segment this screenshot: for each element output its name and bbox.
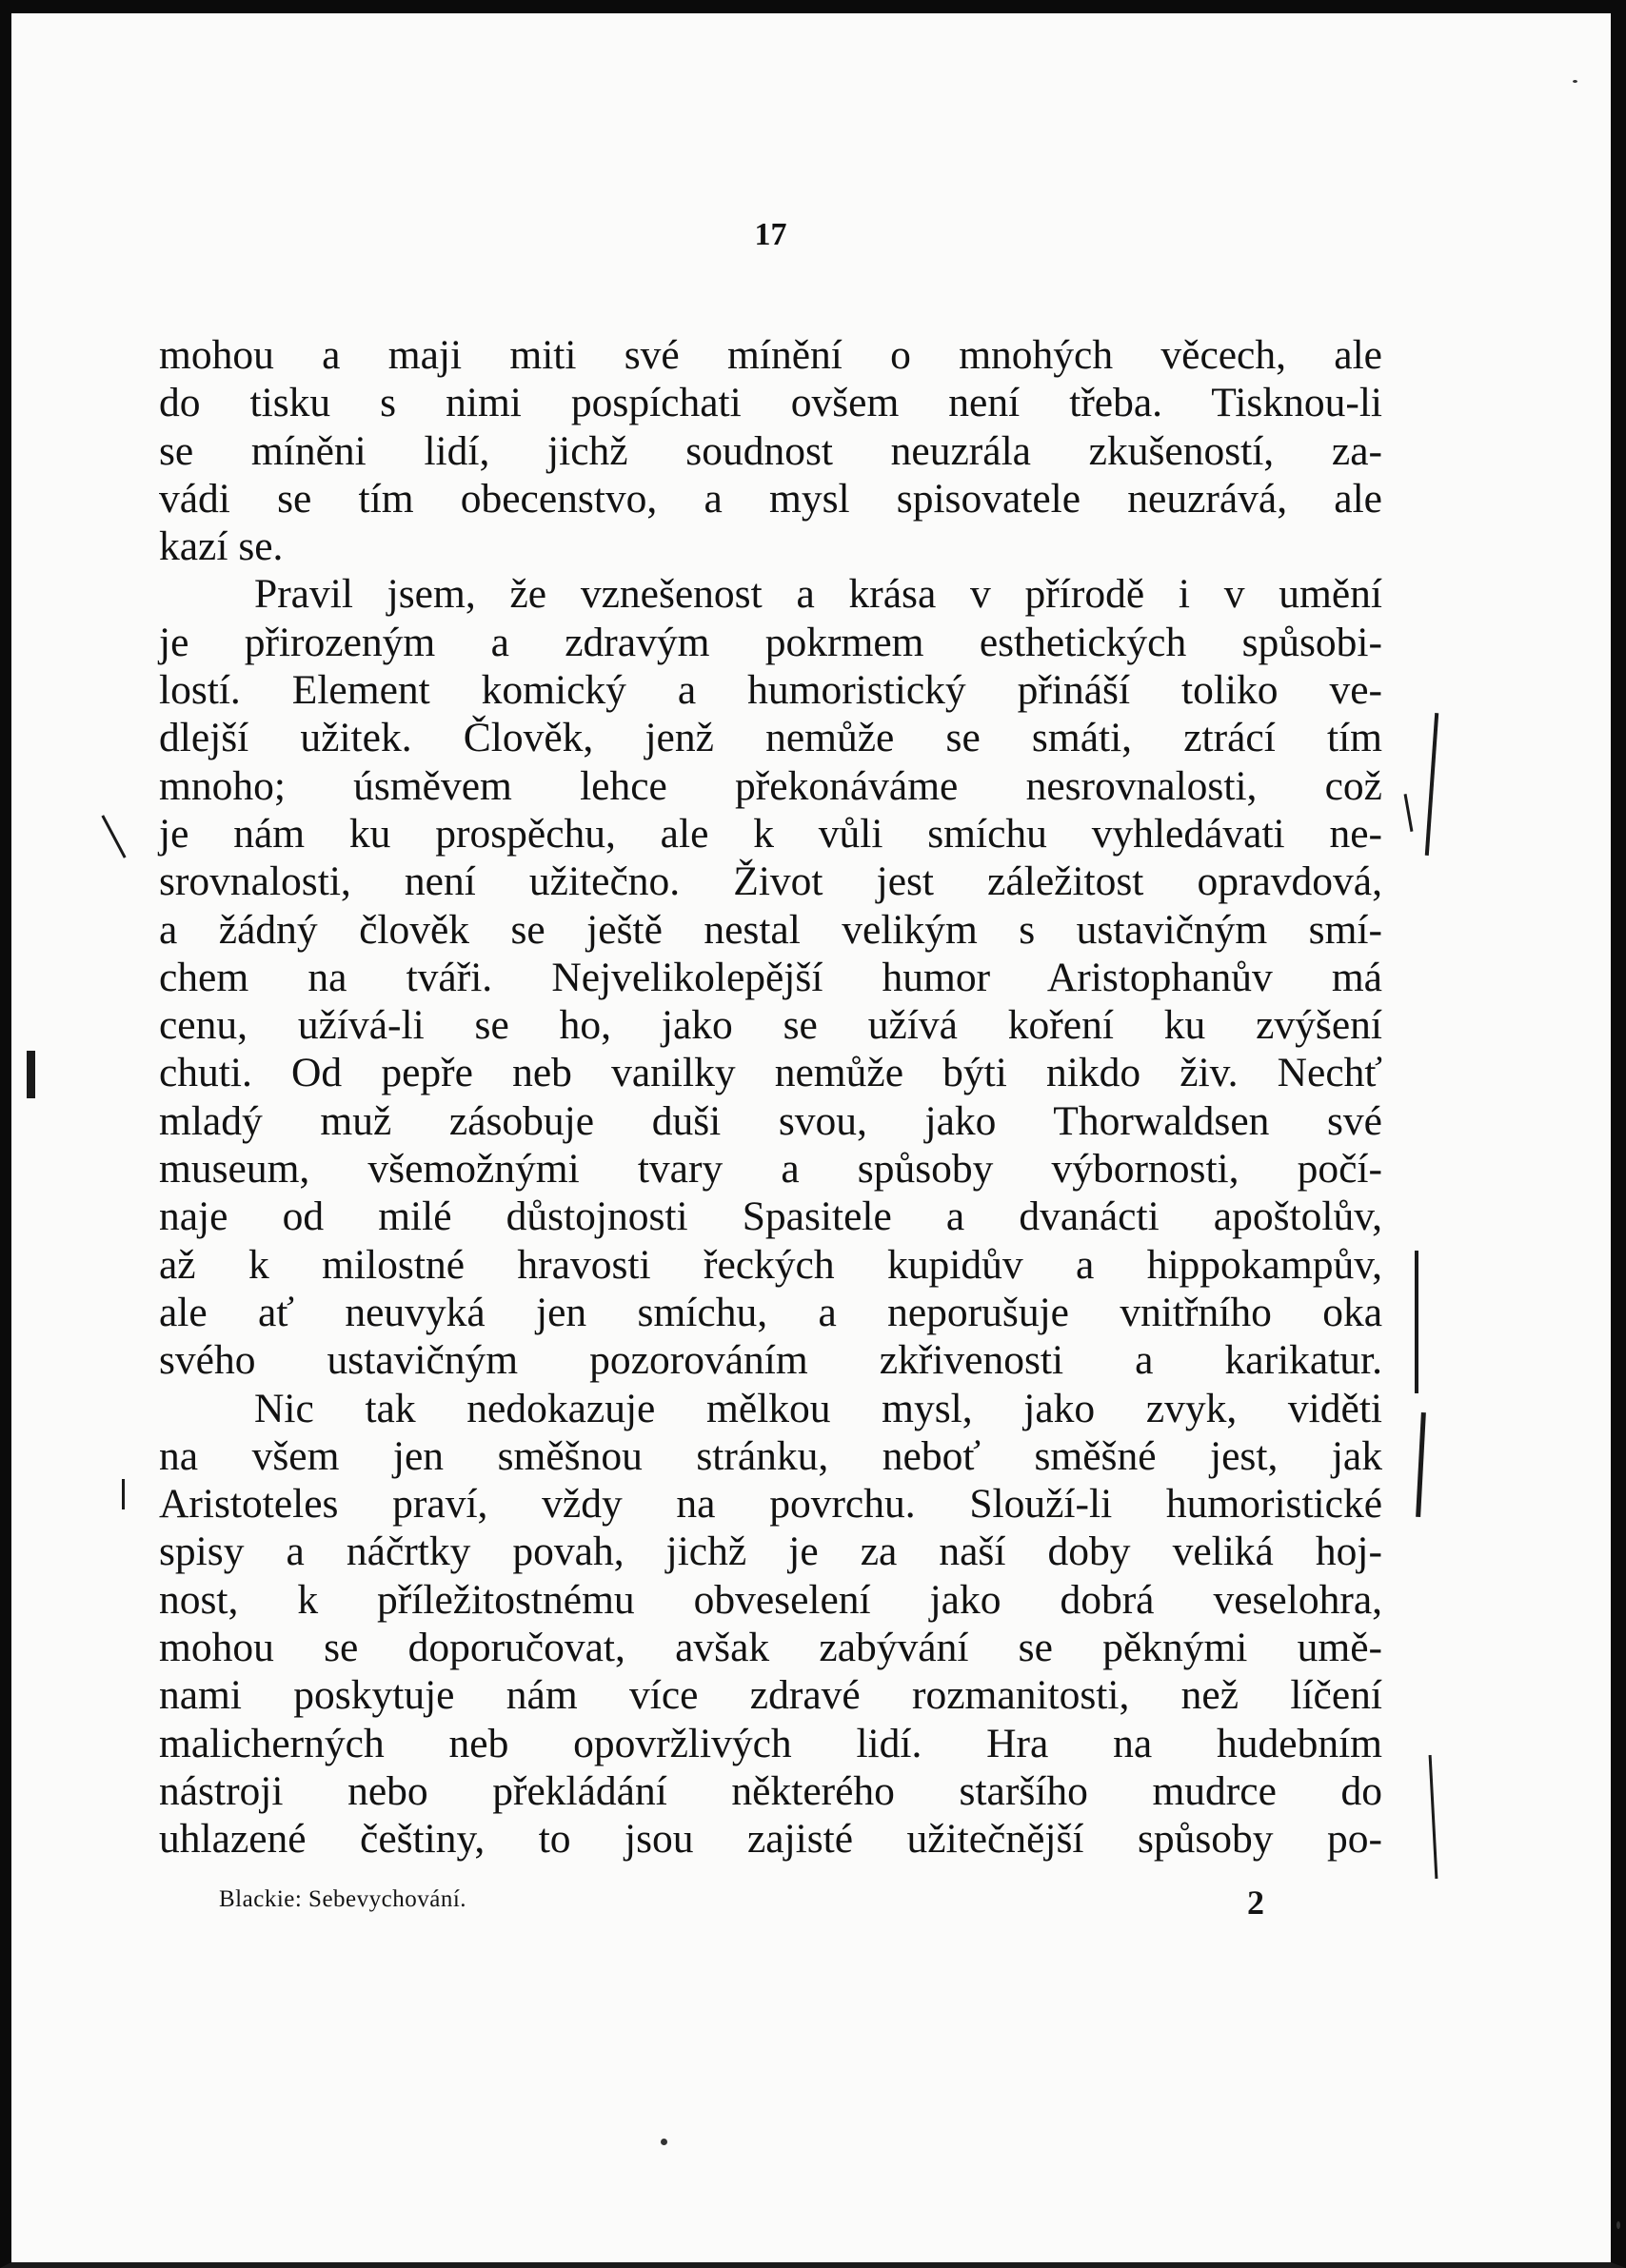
text-line: až k milostné hravosti řeckých kupidův a hippokampův, bbox=[159, 1241, 1382, 1288]
margin-mark-right-5 bbox=[1429, 1755, 1438, 1879]
text-line: srovnalosti, není užitečno. Život jest záležitost opravdová, bbox=[159, 858, 1382, 905]
paper-speck bbox=[1616, 2221, 1620, 2229]
text-line: uhlazené češtiny, to jsou zajisté užitečnější spůsoby po- bbox=[159, 1816, 1382, 1863]
text-line: vádi se tím obecenstvo, a mysl spisovatele neuzrává, ale bbox=[159, 475, 1382, 522]
text-line: mnoho; úsměvem lehce překonáváme nesrovnalosti, což bbox=[159, 762, 1382, 809]
margin-mark-left-3 bbox=[122, 1479, 125, 1509]
text-line: mohou a maji miti své mínění o mnohých věcech, ale bbox=[159, 332, 1382, 378]
text-line: ale ať neuvyká jen smíchu, a neporušuje vnitřního oka bbox=[159, 1289, 1382, 1335]
text-line: do tisku s nimi pospíchati ovšem není třeba. Tisknou-li bbox=[159, 380, 1382, 426]
text-line: svého ustavičným pozorováním zkřivenosti a karikatur. bbox=[159, 1337, 1382, 1384]
text-line: mohou se doporučovat, avšak zabývání se pěknými umě- bbox=[159, 1625, 1382, 1671]
text-line: dlejší užitek. Člověk, jenž nemůže se smáti, ztrácí tím bbox=[159, 715, 1382, 761]
text-line: na všem jen směšnou stránku, neboť směšné jest, jak bbox=[159, 1432, 1382, 1479]
signature-mark: 2 bbox=[1247, 1883, 1264, 1922]
text-line: Aristoteles praví, vždy na povrchu. Slouží-li humoristické bbox=[159, 1481, 1382, 1528]
paper-speck bbox=[1573, 80, 1577, 83]
margin-mark-left-1 bbox=[101, 815, 126, 858]
text-line: cenu, užívá-li se ho, jako se užívá koření ku zvýšení bbox=[159, 1002, 1382, 1049]
text-line: museum, všemožnými tvary a spůsoby výbornosti, počí- bbox=[159, 1146, 1382, 1193]
text-line: malicherných neb opovržlivých lidí. Hra na hudebním bbox=[159, 1720, 1382, 1766]
text-line: a žádný člověk se ještě nestal velikým s ustavičným smí- bbox=[159, 906, 1382, 953]
paper-speck bbox=[661, 2139, 667, 2145]
text-line: Pravil jsem, že vznešenost a krása v přírodě i v umění bbox=[254, 571, 1382, 618]
text-line: je nám ku prospěchu, ale k vůli smíchu vyhledávati ne- bbox=[159, 810, 1382, 857]
text-line: nost, k příležitostnému obveselení jako dobrá veselohra, bbox=[159, 1576, 1382, 1623]
text-line: se míněni lidí, jichž soudnost neuzrála zkušeností, za- bbox=[159, 427, 1382, 474]
text-line: Nic tak nedokazuje mělkou mysl, jako zvyk, viděti bbox=[254, 1385, 1382, 1431]
page-number: 17 bbox=[754, 217, 787, 252]
text-line: mladý muž zásobuje duši svou, jako Thorwaldsen své bbox=[159, 1097, 1382, 1144]
body-text bbox=[159, 331, 1382, 1864]
text-line: nástroji nebo překládání některého staršího mudrce do bbox=[159, 1767, 1382, 1814]
footer-book-title: Blackie: Sebevychování. bbox=[219, 1886, 467, 1912]
margin-mark-right-3 bbox=[1415, 1251, 1418, 1393]
text-line: nami poskytuje nám více zdravé rozmanitosti, než líčení bbox=[159, 1672, 1382, 1719]
text-line: lostí. Element komický a humoristický přináší toliko ve- bbox=[159, 667, 1382, 714]
text-line: chem na tváři. Nejvelikolepější humor Aristophanův má bbox=[159, 954, 1382, 1000]
text-line: je přirozeným a zdravým pokrmem esthetických spůsobi- bbox=[159, 619, 1382, 665]
text-line: kazí se. bbox=[159, 523, 284, 570]
text-line: spisy a náčrtky povah, jichž je za naší doby veliká hoj- bbox=[159, 1528, 1382, 1575]
margin-mark-right-1 bbox=[1425, 713, 1438, 856]
text-line: naje od milé důstojnosti Spasitele a dvanácti apoštolův, bbox=[159, 1193, 1382, 1240]
margin-mark-right-2 bbox=[1404, 794, 1414, 832]
margin-mark-left-2 bbox=[27, 1051, 35, 1098]
margin-mark-right-4 bbox=[1416, 1412, 1426, 1517]
text-line: chuti. Od pepře neb vanilky nemůže býti nikdo živ. Nechť bbox=[159, 1050, 1382, 1096]
